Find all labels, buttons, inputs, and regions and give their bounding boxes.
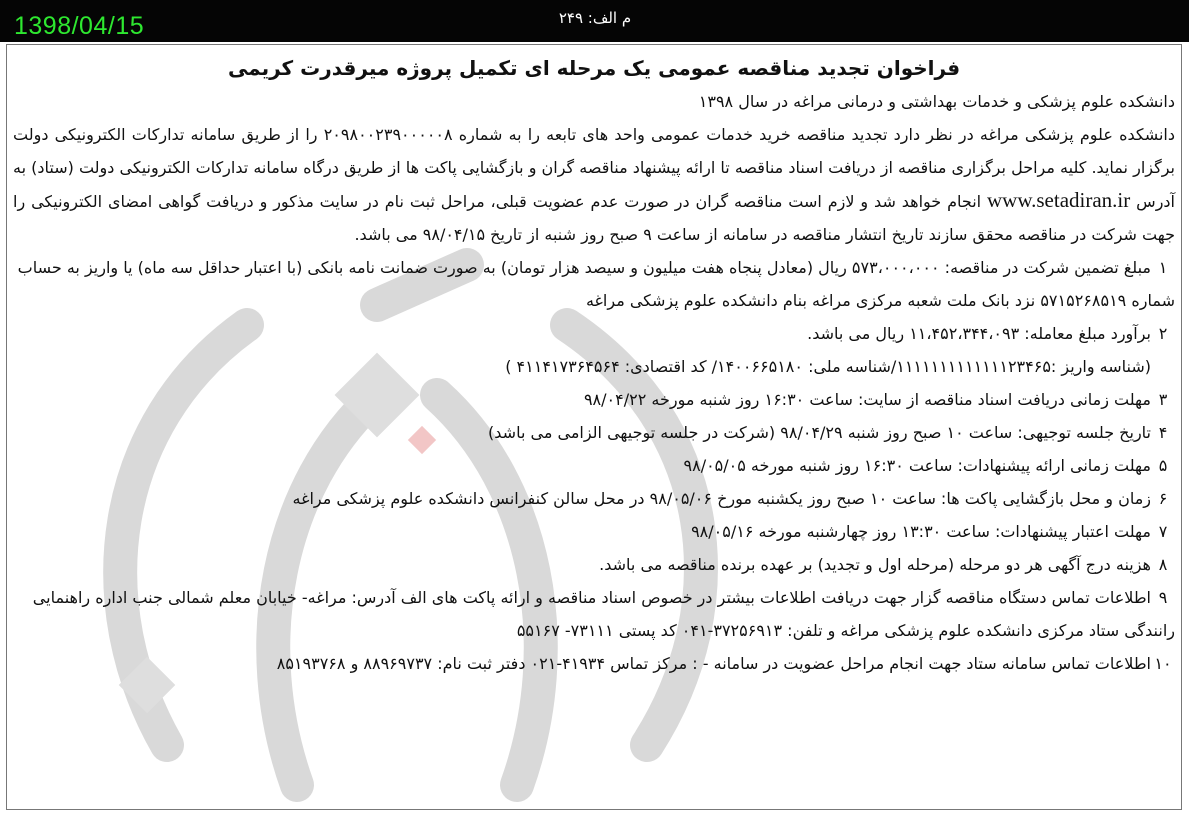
condition-text: مهلت اعتبار پیشنهادات: ساعت ۱۳:۳۰ روز چهارشنبه مورخه ۹۸/۰۵/۱۶ [691,522,1151,541]
intro-text-before-url: دانشکده علوم پزشکی مراغه در نظر دارد تجدید مناقصه خرید خدمات عمومی واحد های تابعه را به شماره ۲۰۹۸۰۰۲۳۹۰۰۰۰۰۸ را از طریق سامانه تدارکات الکترونیکی دولت برگزار نماید. کلیه مراحل برگزاری مناقصه از دریافت اسناد مناقصه تا ارائه پیشنهاد مناقصه گران و بازگشایی پاکت ها از طریق درگاه سامانه تدارکات الکترونیکی دولت (ستاد) به آدرس [13,125,1175,211]
condition-number: ۱ [1158,258,1168,277]
condition-item [13,251,1175,317]
announcement-frame [6,44,1182,810]
condition-item [13,350,1175,383]
condition-number: ۷ [1158,522,1168,541]
condition-item [13,515,1175,548]
intro-paragraph [13,118,1175,251]
announcement-title: فراخوان تجدید مناقصه عمومی یک مرحله ای تکمیل پروژه میرقدرت کریمی [227,56,961,80]
condition-number: ۹ [1158,588,1168,607]
condition-text: مبلغ تضمین شرکت در مناقصه: ۵۷۳،۰۰۰،۰۰۰ ریال (معادل پنجاه هفت میلیون و سیصد هزار تومان) به صورت ضمانت نامه بانکی (با اعتبار حداقل سه ماه) یا واریز به حساب شماره ۵۷۱۵۲۶۸۵۱۹ نزد بانک ملت شعبه مرکزی مراغه بنام دانشکده علوم پزشکی مراغه [17,258,1175,310]
condition-item [13,416,1175,449]
condition-text: زمان و محل بازگشایی پاکت ها: ساعت ۱۰ صبح روز یکشنبه مورخ ۹۸/۰۵/۰۶ در محل سالن کنفرانس دانشکده علوم پزشکی مراغه [292,489,1151,508]
condition-text: اطلاعات تماس دستگاه مناقصه گزار جهت دریافت اطلاعات بیشتر در خصوص اسناد مناقصه و ارائه پاکت های الف آدرس: مراغه- خیابان معلم شمالی جنب اداره راهنمایی رانندگی ستاد مرکزی دانشکده علوم پزشکی مراغه و تلفن: ۳۷۲۵۶۹۱۳-۰۴۱ کد پستی ۷۳۱۱۱- ۵۵۱۶۷ [32,588,1175,640]
header-bar [0,0,1189,42]
condition-item [13,383,1175,416]
condition-text: مهلت زمانی دریافت اسناد مناقصه از سایت: ساعت ۱۶:۳۰ روز شنبه مورخه ۹۸/۰۴/۲۲ [583,390,1151,409]
condition-number: ۲ [1158,324,1168,343]
setad-url-link[interactable]: www.setadiran.ir [987,188,1131,212]
condition-text: مهلت زمانی ارائه پیشنهادات: ساعت ۱۶:۳۰ روز شنبه مورخه ۹۸/۰۵/۰۵ [683,456,1151,475]
condition-number: ۱۰ [1154,654,1172,673]
condition-number: ۳ [1158,390,1168,409]
condition-number: ۶ [1158,489,1168,508]
condition-item [13,449,1175,482]
conditions-list [13,251,1175,680]
condition-text: برآورد مبلغ معامله: ۱۱،۴۵۲،۳۴۴،۰۹۳ ریال می باشد. [807,324,1151,343]
condition-text: هزینه درج آگهی هر دو مرحله (مرحله اول و تجدید) بر عهده برنده مناقصه می باشد. [599,555,1151,574]
condition-item [13,317,1175,350]
condition-item [13,548,1175,581]
condition-text: تاریخ جلسه توجیهی: ساعت ۱۰ صبح روز شنبه ۹۸/۰۴/۲۹ (شرکت در جلسه توجیهی الزامی می باشد) [488,423,1151,442]
announcement-content [13,53,1175,680]
publish-date: 1398/04/15 [14,12,145,40]
condition-number: ۵ [1158,456,1168,475]
condition-item [13,482,1175,515]
condition-number: ۴ [1158,423,1168,442]
condition-item [13,647,1175,680]
condition-text: (شناسه واریز :۱۱۱۱۱۱۱۱۱۱۱۱۱۲۳۴۶۵/شناسه ملی: ۱۴۰۰۶۶۵۱۸۰/ کد اقتصادی: ۴۱۱۴۱۷۳۶۴۵۶۴ ) [505,357,1151,376]
organization-line: دانشکده علوم پزشکی و خدمات بهداشتی و درمانی مراغه در سال ۱۳۹۸ [698,92,1175,111]
intro-text-after-url: انجام خواهد شد و لازم است مناقصه گران در صورت عدم عضویت قبلی، مراحل ثبت نام در سایت مذکور و دریافت گواهی امضای الکترونیکی را جهت شرکت در مناقصه محقق سازند تاریخ انتشار مناقصه در سامانه از ساعت ۹ صبح روز شنبه از تاریخ ۹۸/۰۴/۱۵ می باشد. [13,192,1175,244]
reference-code: م الف: ۲۴۹ [558,9,632,27]
condition-number: ۸ [1158,555,1168,574]
condition-text: اطلاعات تماس سامانه ستاد جهت انجام مراحل عضویت در سامانه - : مرکز تماس ۴۱۹۳۴-۰۲۱ دفتر ثبت نام: ۸۸۹۶۹۷۳۷ و ۸۵۱۹۳۷۶۸ [276,654,1151,673]
condition-item [13,581,1175,647]
